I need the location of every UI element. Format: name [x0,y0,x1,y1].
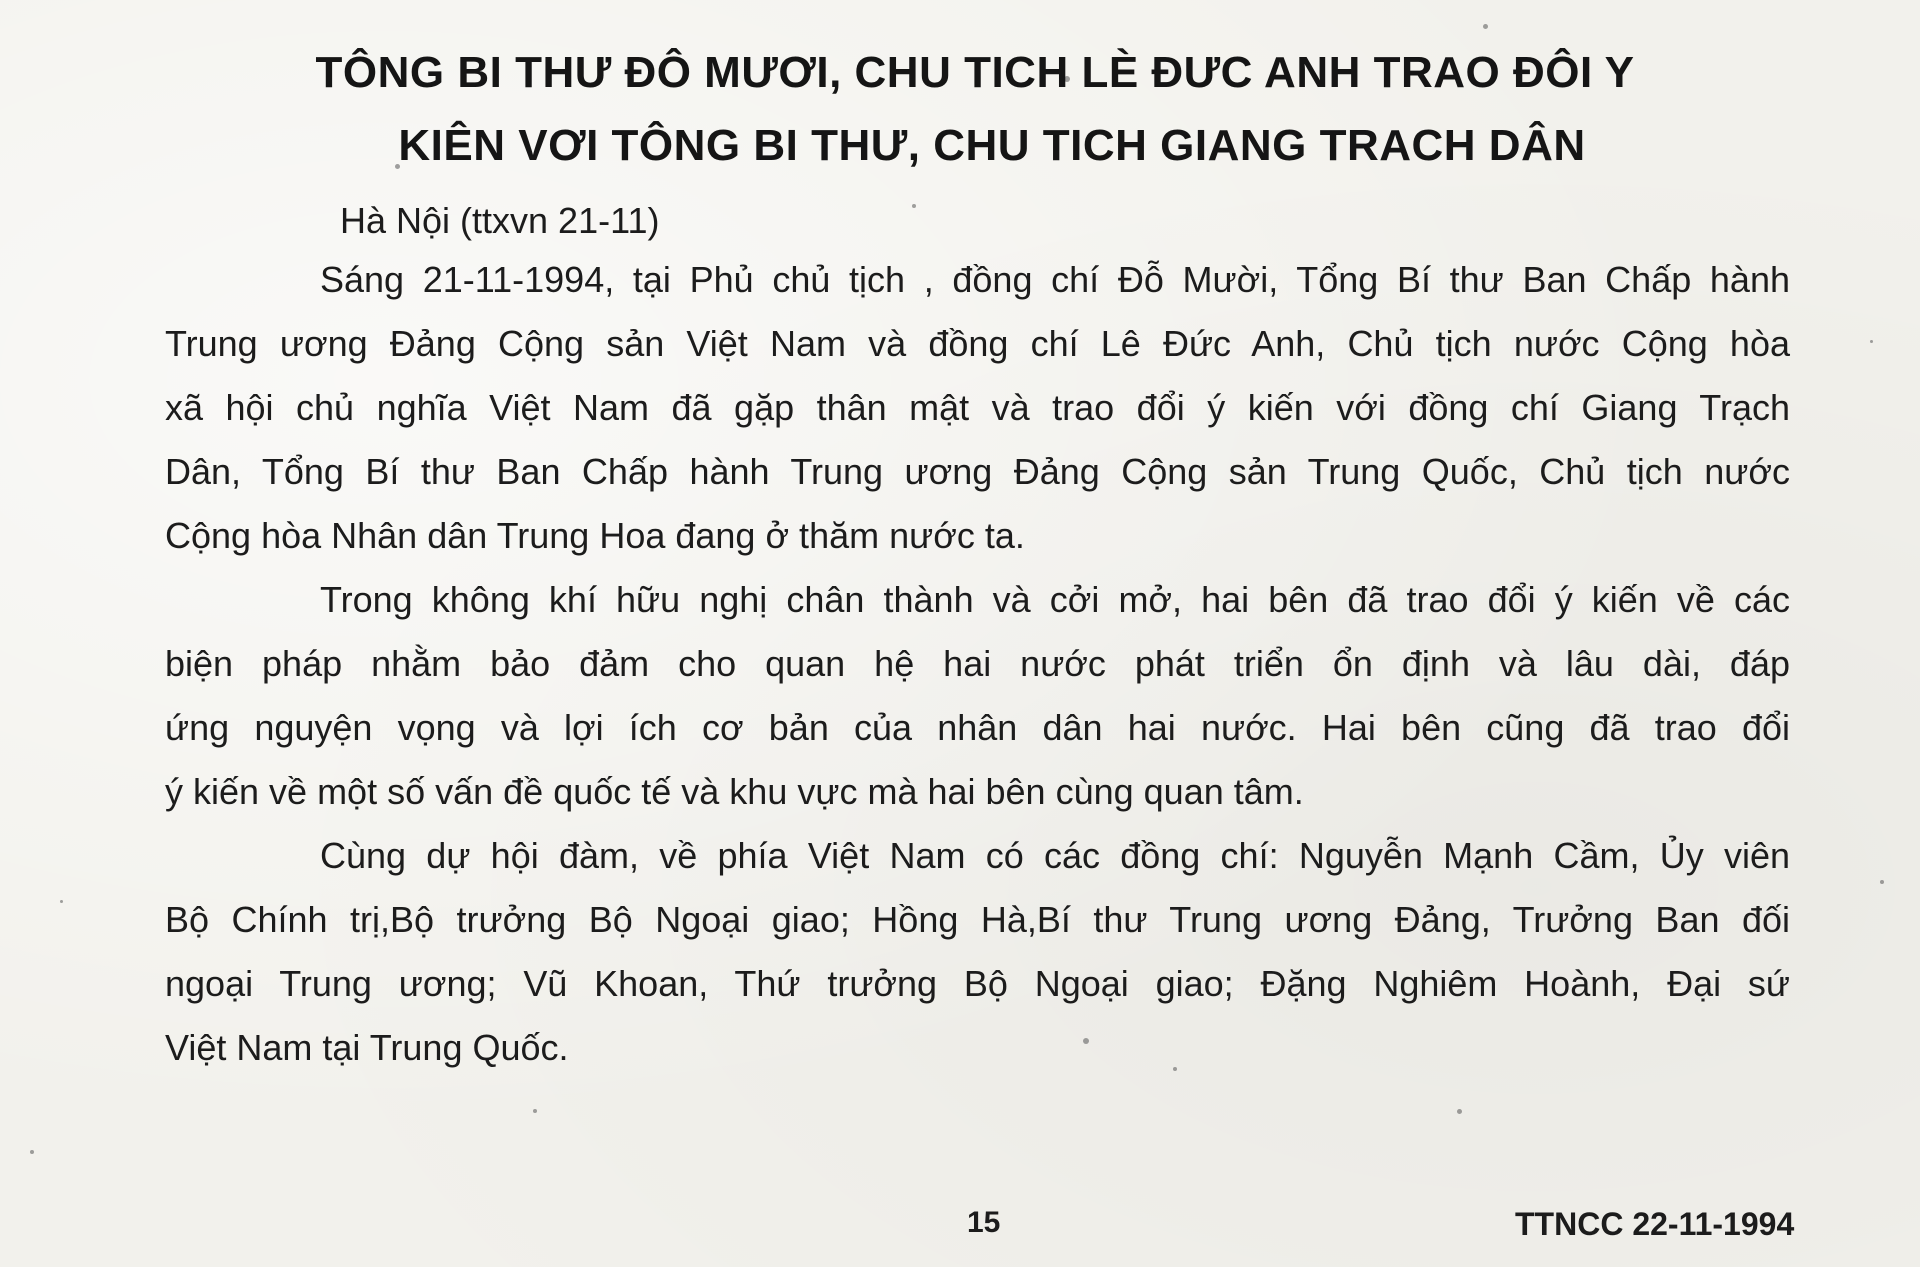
body-line: ngoại Trung ương; Vũ Khoan, Thứ trưởng Bộ Ngoại giao; Đặng Nghiêm Hoành, Đại sứ [165,963,1790,1004]
body-line: Trong không khí hữu nghị chân thành và cởi mở, hai bên đã trao đổi ý kiến về các [320,579,1790,620]
scan-speck [1457,1109,1462,1114]
body-line: ứng nguyện vọng và lợi ích cơ bản của nhân dân hai nước. Hai bên cũng đã trao đổi [165,707,1790,748]
body-line: Cùng dự hội đàm, về phía Việt Nam có các đồng chí: Nguyễn Mạnh Cầm, Ủy viên [320,835,1790,876]
scan-speck [912,204,916,208]
dateline: Hà Nội (ttxvn 21-11) [340,200,660,241]
scan-speck [1880,880,1884,884]
scan-speck [1870,340,1873,343]
body-line: Cộng hòa Nhân dân Trung Hoa đang ở thăm nước ta. [165,515,1025,556]
source-code: TTNCC 22-11-1994 [1515,1206,1795,1242]
body-line: Dân, Tổng Bí thư Ban Chấp hành Trung ương Đảng Cộng sản Trung Quốc, Chủ tịch nước [165,451,1790,492]
body-line: Trung ương Đảng Cộng sản Việt Nam và đồng chí Lê Đức Anh, Chủ tịch nước Cộng hòa [165,323,1790,364]
body-line: Bộ Chính trị,Bộ trưởng Bộ Ngoại giao; Hồng Hà,Bí thư Trung ương Đảng, Trưởng Ban đối [165,899,1790,940]
body-line: Sáng 21-11-1994, tại Phủ chủ tịch , đồng chí Đỗ Mười, Tổng Bí thư Ban Chấp hành [320,259,1790,300]
headline-line-2: KIÊN VƠI TÔNG BI THƯ, CHU TICH GIANG TRACH DÂN [398,121,1586,170]
body-line: xã hội chủ nghĩa Việt Nam đã gặp thân mật và trao đổi ý kiến với đồng chí Giang Trạch [165,387,1790,428]
scan-speck [533,1109,537,1113]
page-number: 15 [967,1206,1001,1239]
body-line: Việt Nam tại Trung Quốc. [165,1027,569,1068]
headline-line-1: TÔNG BI THƯ ĐÔ MƯƠI, CHU TICH LÈ ĐƯC ANH TRAO ĐÔI Y [315,48,1635,97]
scan-speck [60,900,63,903]
scan-speck [1483,24,1488,29]
scan-speck [30,1150,34,1154]
body-line: ý kiến về một số vấn đề quốc tế và khu vực mà hai bên cùng quan tâm. [165,771,1304,812]
body-line: biện pháp nhằm bảo đảm cho quan hệ hai nước phát triển ổn định và lâu dài, đáp [165,643,1790,684]
